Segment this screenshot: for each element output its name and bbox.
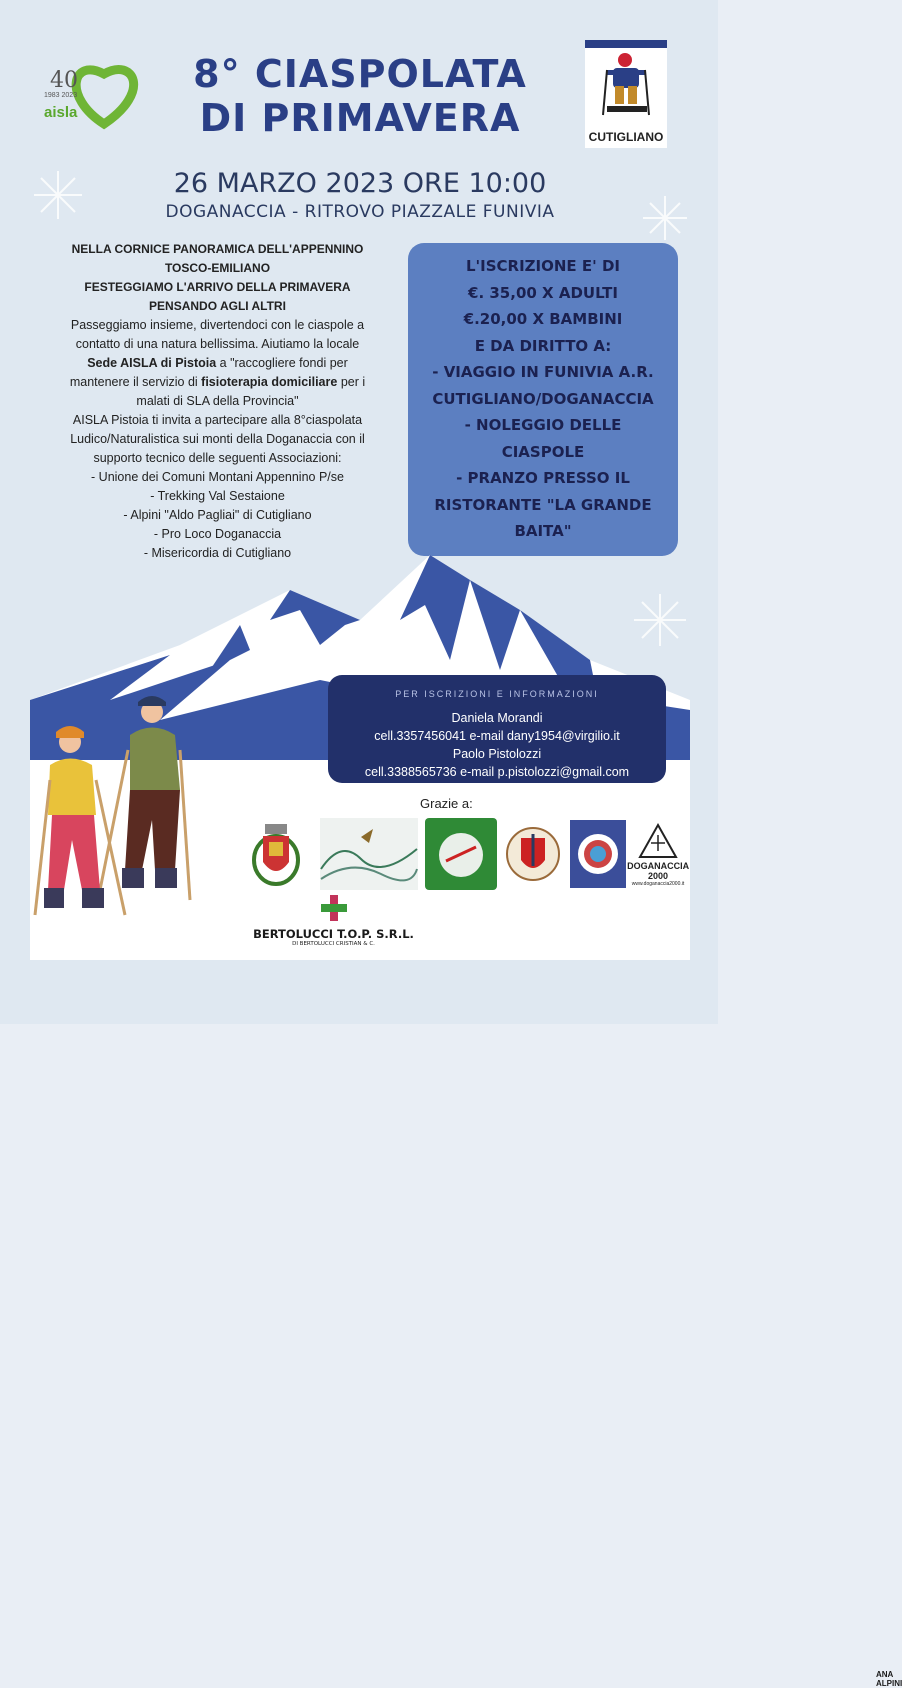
proloco-logo: [570, 820, 626, 888]
intro-paragraph: supporto tecnico delle seguenti Associazioni:: [93, 451, 342, 465]
contact-details[interactable]: cell.3388565736 e-mail p.pistolozzi@gmail.com: [364, 765, 630, 779]
intro-paragraph: Ludico/Naturalistica sui monti della Doganaccia con il: [70, 432, 365, 446]
intro-heading: FESTEGGIAMO L'ARRIVO DELLA PRIMAVERA: [84, 280, 351, 294]
aisla-range: 1983 2023: [44, 92, 78, 99]
pricing-line: €. 35,00 X ADULTI: [468, 283, 618, 302]
trekking-logo: [320, 818, 418, 890]
pricing-line: €.20,00 X BAMBINI: [463, 310, 623, 328]
intro-paragraph: contatto di una natura bellissima. Aiutiamo la locale: [75, 337, 360, 351]
event-title: [150, 52, 570, 140]
event-location: DOGANACCIA - RITROVO PIAZZALE FUNIVIA: [165, 202, 555, 222]
association-item: - Pro Loco Doganaccia: [153, 527, 282, 541]
title-line-2: DI PRIMAVERA: [199, 96, 521, 140]
alpini-badge-icon: [426, 819, 496, 889]
association-item: - Misericordia di Cutigliano: [143, 546, 292, 560]
pricing-line: E DA DIRITTO A:: [474, 336, 612, 355]
contacts-box: [328, 675, 666, 783]
pricing-line: CIASPOLE: [501, 442, 585, 461]
aisla-branch: Sede AISLA di Pistoia: [87, 356, 217, 370]
service-name: fisioterapia domiciliare: [201, 375, 338, 389]
contacts-header: PER ISCRIZIONI E INFORMAZIONI: [395, 689, 599, 699]
municipality-crest-logo: [246, 818, 306, 890]
intro-heading: TOSCO-EMILIANO: [164, 261, 271, 275]
thanks-label: Grazie a:: [420, 796, 473, 811]
contact-details[interactable]: cell.3357456041 e-mail dany1954@virgilio.it: [374, 729, 620, 743]
bertolucci-logo: [246, 893, 421, 953]
skier-icon: [585, 40, 667, 125]
aisla-name: aisla: [44, 104, 78, 121]
intro-paragraph: mantenere il servizio di fisioterapia domiciliare per i: [69, 375, 366, 389]
intro-paragraph: malati di SLA della Provincia": [136, 394, 299, 408]
contact-name: Daniela Morandi: [451, 711, 543, 725]
title-line-1: 8° CIASPOLATA: [193, 52, 527, 96]
intro-paragraph: Sede AISLA di Pistoia a "raccogliere fondi per: [87, 356, 348, 370]
pricing-box: [408, 243, 678, 556]
intro-text: [30, 240, 405, 563]
aisla-years: 40: [50, 68, 78, 93]
cross-icon: [319, 893, 349, 923]
association-item: - Unione dei Comuni Montani Appennino P/se: [91, 470, 344, 484]
contact-name: Paolo Pistolozzi: [452, 747, 542, 761]
aisla-logo: [42, 52, 157, 132]
doganaccia-logo: [628, 818, 688, 890]
shield-icon: [505, 820, 561, 888]
snowflake-icon: [638, 821, 678, 861]
doganaccia-name: DOGANACCIA 2000: [627, 861, 690, 881]
event-date: 26 MARZO 2023 ORE 10:00: [173, 168, 547, 199]
intro-heading: PENSANDO AGLI ALTRI: [149, 299, 286, 313]
pricing-line: CUTIGLIANO/DOGANACCIA: [432, 389, 654, 408]
cutigliano-name: CUTIGLIANO: [588, 130, 664, 144]
cutigliano-logo: [585, 40, 667, 148]
pricing-line: L'ISCRIZIONE E' DI: [466, 257, 620, 275]
pricing-line: - PRANZO PRESSO IL: [456, 469, 630, 487]
hikers-illustration: [30, 690, 220, 930]
pricing-line: - VIAGGIO IN FUNIVIA A.R.: [432, 363, 654, 381]
pricing-line: RISTORANTE "LA GRANDE: [434, 495, 652, 514]
intro-paragraph: AISLA Pistoia ti invita a partecipare alla 8°ciaspolata: [72, 413, 363, 427]
intro-paragraph: Passeggiamo insieme, divertendoci con le ciaspole a: [70, 318, 365, 332]
landscape-sketch-icon: [321, 819, 417, 889]
misericordia-logo: [502, 818, 564, 890]
bertolucci-subtitle: DI BERTOLUCCI CRISTIAN & C.: [292, 941, 375, 947]
pricing-line: BAITA": [514, 522, 572, 540]
association-item: - Trekking Val Sestaione: [150, 489, 285, 503]
crest-icon: [251, 822, 301, 886]
alpini-label: ANA ALPINI: [876, 1670, 902, 1688]
intro-heading: NELLA CORNICE PANORAMICA DELL'APPENNINO: [71, 242, 364, 256]
circle-badge-icon: [573, 824, 623, 884]
pricing-line: - NOLEGGIO DELLE: [464, 416, 622, 434]
doganaccia-url: www.doganaccia2000.it: [631, 881, 685, 887]
association-item: - Alpini "Aldo Pagliai" di Cutigliano: [123, 508, 312, 522]
bertolucci-name: BERTOLUCCI T.O.P. S.R.L.: [253, 927, 414, 941]
